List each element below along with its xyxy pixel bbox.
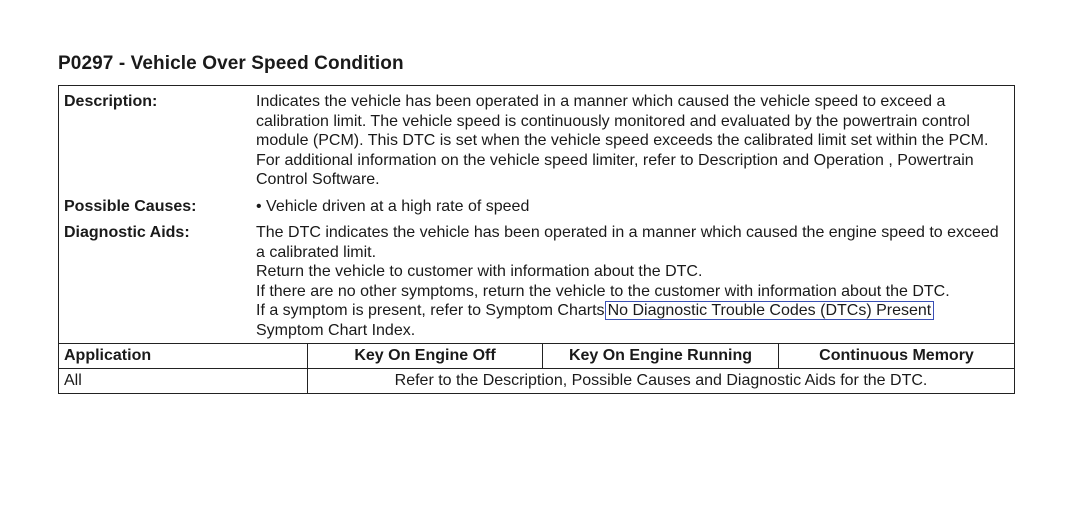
description-label: Description: — [64, 93, 158, 110]
dtc-info-box — [58, 85, 1015, 394]
description-text: Indicates the vehicle has been operated in a manner which caused the vehicle speed to exceed a calibration limit. The vehicle speed is continuously monitored and evaluated by the powertrain control module (PCM). This DTC is set when the vehicle speed exceeds the calibrated limit set within the PCM. For additional information on the vehicle speed limiter, refer to Description and Operation , Powertrain Control Software. — [256, 93, 989, 188]
possible-causes-label: Possible Causes: — [64, 197, 197, 215]
no-dtc-present-link[interactable]: No Diagnostic Trouble Codes (DTCs) Present — [605, 301, 935, 320]
table-row — [59, 369, 1014, 394]
diagnostic-aids-line: The DTC indicates the vehicle has been operated in a manner which caused the engine speed to exceed a calibrated limit. — [256, 224, 999, 261]
header-key-on-engine-running: Key On Engine Running — [543, 344, 779, 369]
header-continuous-memory: Continuous Memory — [779, 344, 1015, 369]
header-key-on-engine-off: Key On Engine Off — [308, 344, 543, 369]
diagnostic-aids-line — [256, 301, 1006, 340]
cell-application: All — [59, 369, 308, 394]
application-table — [59, 343, 1014, 393]
diagnostic-aids-line: If there are no other symptoms, return the vehicle to the customer with information about the DTC. — [256, 282, 950, 300]
diagnostic-aids-row — [59, 223, 1014, 340]
diagnostic-aids-line: Return the vehicle to customer with information about the DTC. — [256, 263, 703, 280]
possible-causes-item: • Vehicle driven at a high rate of speed — [256, 197, 530, 215]
cell-note: Refer to the Description, Possible Causes and Diagnostic Aids for the DTC. — [308, 369, 1015, 394]
diagnostic-aids-label: Diagnostic Aids: — [64, 224, 190, 241]
description-row — [59, 92, 1014, 190]
diagnostic-aids-text — [256, 223, 1014, 340]
symptom-prefix: If a symptom is present, refer to Symptom Charts — [256, 302, 605, 319]
table-header-row — [59, 344, 1014, 369]
possible-causes-row — [59, 197, 1014, 217]
page-title: P0297 - Vehicle Over Speed Condition — [58, 53, 404, 74]
symptom-suffix: Symptom Chart Index. — [256, 321, 416, 339]
header-application: Application — [59, 344, 308, 369]
dtc-details — [59, 86, 1014, 343]
